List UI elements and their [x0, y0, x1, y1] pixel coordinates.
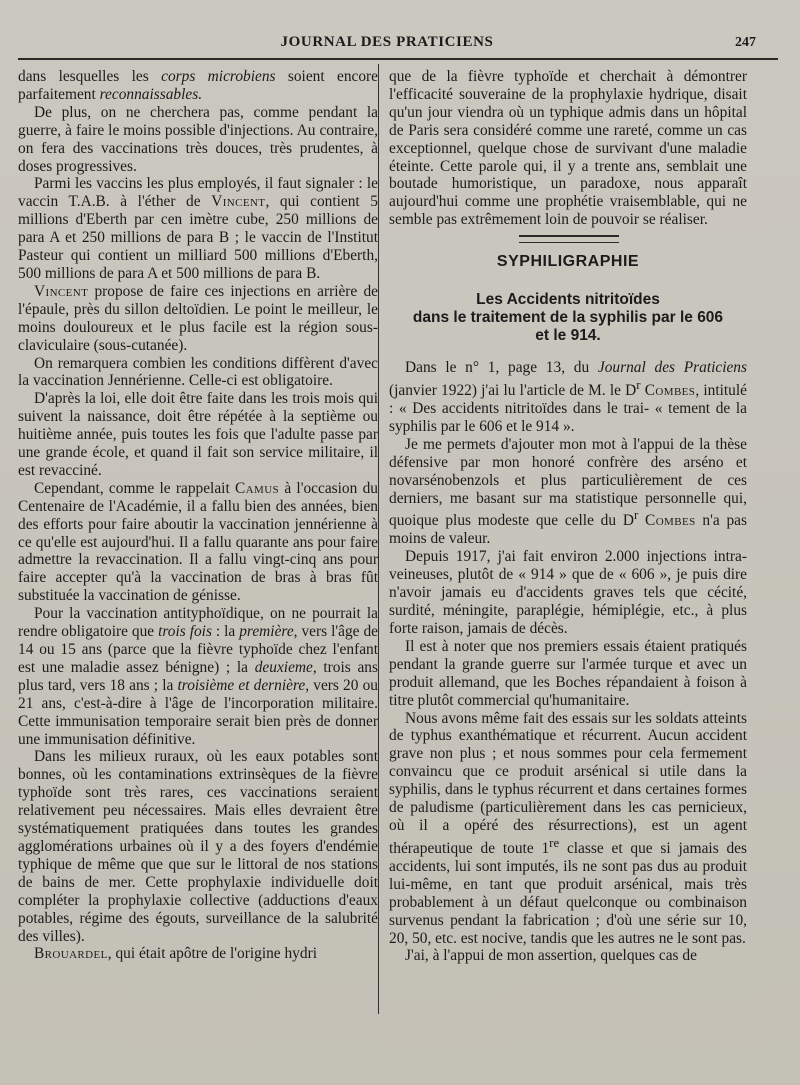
- text-run: à l'occasion du Centenaire de l'Académie, il a fallu bien des années, bien des efforts pour faire aboutir la vaccination jennérienne à ce qu'elle est aujourd'hui. Il a fallu quarante ans pour faire admettre la revaccination. Il a fallu vingt-cinq ans pour faire accepter qu'à la vaccination de bras à bras fût substituée la vaccination de génisse.: [18, 479, 378, 605]
- italic-phrase: corps microbiens: [161, 68, 276, 85]
- left-column: [18, 68, 378, 963]
- author-name: Combes: [645, 512, 696, 530]
- text-run: classe et que si jamais des accidents, lui sont imputés, ils ne sont pas dus au produit lui-même, en tant que produit arsénical, mais très probablement à un défaut quelconque ou combinaison survenus pendant la fabrication ; d'où une série sur 10, 20, 50, etc. est nocive, tandis que les autres ne le sont pas.: [389, 840, 747, 947]
- text-run: , vers l'âge de 14 ou 15 ans (parce que la fièvre typhoïde chez l'enfant est une maladie assez bénigne) ; la: [18, 623, 378, 676]
- article-title-line: et le 914.: [535, 327, 601, 345]
- text-run: , qui contient 5 millions d'Eberth par cen imètre cube, 250 millions de para A et 250 millions de para B ; le vaccin de l'Institut Pasteur qui contient un milliard 500 millions d'Eberth, 500 millions de para A et 500 millions de para B.: [18, 193, 378, 282]
- paragraph: [389, 710, 747, 948]
- paragraph: D'après la loi, elle doit être faite dans les trois mois qui suivent la naissance, doit être répétée à la septième ou huitième année, puis toutes les fois que l'adulte passe par une grande école, et quand il fait son service militaire, il est revacciné.: [18, 390, 378, 479]
- page-header: [18, 34, 756, 56]
- paragraph: Dans les milieux ruraux, où les eaux potables sont bonnes, où les contaminations extrinsèques de la fièvre typhoïde sont très rares, ces vaccinations seraient relativement peu nécessaires. Mais elles devraient être systématiquement pratiquées dans toutes les grandes agglomérations urbaines où il y a des foyers d'endémie typhique de même que que sur le littoral de nos stations de bains de mer. Cette prophylaxie individuelle doit compléter la prophylaxie collective (adductions d'eaux potables, régime des égouts, surveillance de la salubrité des villes).: [18, 748, 378, 945]
- running-title: JOURNAL DES PRATICIENS: [280, 34, 494, 50]
- paragraph: que de la fièvre typhoïde et cherchait à démontrer l'efficacité souveraine de la prophylaxie hydrique, disait qu'un jour viendra où un typhique admis dans un hôpital de Paris sera considéré comme une rareté, comme un cas exceptionnel, quelque chose de survivant d'une maladie éteinte. Cette parole qui, il y a trente ans, semblait une boutade humoristique, un paradoxe, nous apparaît aujourd'hui comme une prophétie vraisemblable, qui ne semble pas extrêmement loin de pouvoir se réaliser.: [389, 68, 747, 229]
- paragraph: Il est à noter que nos premiers essais étaient pratiqués pendant la grande guerre sur l'armée turque et avec un produit allemand, que les Boches répandaient à foison à titre plutôt commercial qu'humanitaire.: [389, 637, 747, 709]
- paragraph: [18, 68, 378, 104]
- paragraph: [18, 605, 378, 748]
- text-run: Nous avons même fait des essais sur les soldats atteints de typhus exanthématique et récurrent. Aucun accident grave non plus ; et nous sommes pour cela fermement convaincu que ce produit arsénical si utile dans la syphilis, dans le typhus récurrent et dans certaines formes de paludisme (particulièrement dans les cas pernicieux, où il a opéré des résurrections), est un agent thérapeutique de toute 1: [389, 709, 747, 857]
- text-run: : la: [211, 623, 240, 641]
- article-title: [389, 291, 747, 345]
- superscript: r: [633, 508, 639, 523]
- text-run: , qui était apôtre de l'origine hydri: [107, 945, 317, 963]
- section-title: SYPHILIGRAPHIE: [496, 253, 640, 271]
- text-run: Je me permets d'ajouter mon mot à l'appui de la thèse défensive par mon honoré confrère des arséno et novarsénobenzols et plus particulièrement de ces derniers, me basant sur ma statistique personnelle qui, quoique plus modeste que celle du D: [389, 435, 747, 530]
- superscript: r: [636, 377, 641, 392]
- paragraph: [18, 175, 378, 282]
- author-name: Vincent: [34, 282, 89, 300]
- article-title-line: Les Accidents nitritoïdes: [476, 291, 660, 309]
- text-run: Pour la vaccination antityphoïdique, on ne pourrait la rendre obligatoire que: [18, 605, 378, 641]
- author-name: Vincent: [211, 193, 266, 211]
- text-run: , trois ans plus tard, vers 18 ans ; la: [18, 658, 378, 694]
- text-run: , vers 20 ou 21 ans, c'est-à-dire à l'âge de l'incorporation militaire. Cette immunisation temporaire serait bien près de donner une immunisation définitive.: [18, 676, 378, 748]
- superscript: re: [549, 835, 560, 850]
- paragraph: J'ai, à l'appui de mon assertion, quelques cas de: [405, 947, 697, 965]
- paragraph: Depuis 1917, j'ai fait environ 2.000 injections intra-veineuses, plutôt de « 914 » que de « 606 », je puis dire n'avoir jamais eu d'accidents graves tels que cécité, surdité, méningite, paraplégie, hémiplégie, etc., à plus forte raison, jamais de décès.: [389, 548, 747, 637]
- text-run: Parmi les vaccins les plus employés, il faut signaler : le vaccin T.A.B. à l'éther de: [18, 175, 378, 211]
- text-run: Dans le n° 1, page 13, du: [405, 359, 598, 377]
- right-column: [389, 68, 747, 965]
- text-run: dans lesquelles les: [18, 68, 162, 85]
- paragraph: [389, 359, 747, 436]
- italic-phrase: première: [239, 623, 294, 641]
- italic-phrase: troisième et dernière: [177, 676, 306, 694]
- article-title-line: dans le traitement de la syphilis par le 606: [412, 309, 724, 327]
- paragraph: On remarquera combien les conditions diffèrent d'avec la vaccination Jennérienne. Celle-ci est obligatoire.: [18, 354, 378, 390]
- text-run: n'a pas moins de valeur.: [389, 512, 747, 548]
- paragraph: [18, 283, 378, 355]
- paragraph: [18, 945, 378, 963]
- italic-phrase: trois fois: [158, 623, 212, 641]
- paragraph: [389, 436, 747, 549]
- italic-phrase: deuxieme: [254, 658, 313, 676]
- author-name: Camus: [235, 479, 280, 497]
- italic-phrase: Journal des Praticiens: [597, 359, 747, 377]
- text-run: soient encore parfaitement: [18, 68, 379, 103]
- section-separator: [389, 231, 747, 247]
- double-rule: [519, 235, 619, 243]
- text-run: propose de faire ces injections en arrière de l'épaule, près du sillon deltoïdien. Le point le meilleur, le moins douloureux et le plus facile est la région sous-claviculaire (sous-cutanée).: [18, 282, 378, 354]
- text-run: Cependant, comme le rappelait: [34, 479, 235, 497]
- text-run: (janvier 1922) j'ai lu l'article de M. le D: [389, 382, 637, 400]
- header-rule: [18, 58, 778, 60]
- text-run: , intitulé : « Des accidents nitritoïdes dans le trai- « tement de la syphilis par le 606 et le 914 ».: [389, 382, 747, 435]
- column-divider: [378, 64, 379, 1014]
- italic-phrase: reconnaissables.: [99, 85, 203, 103]
- paragraph: [18, 480, 378, 605]
- author-name: Combes: [644, 382, 696, 400]
- paragraph: De plus, on ne cherchera pas, comme pendant la guerre, à faire le moins possible d'injections. Au contraire, on fera des vaccinations très douces, très prudentes, à doses progressives.: [18, 103, 378, 175]
- author-name: Brouardel: [34, 945, 108, 963]
- page-number: 247: [735, 35, 756, 50]
